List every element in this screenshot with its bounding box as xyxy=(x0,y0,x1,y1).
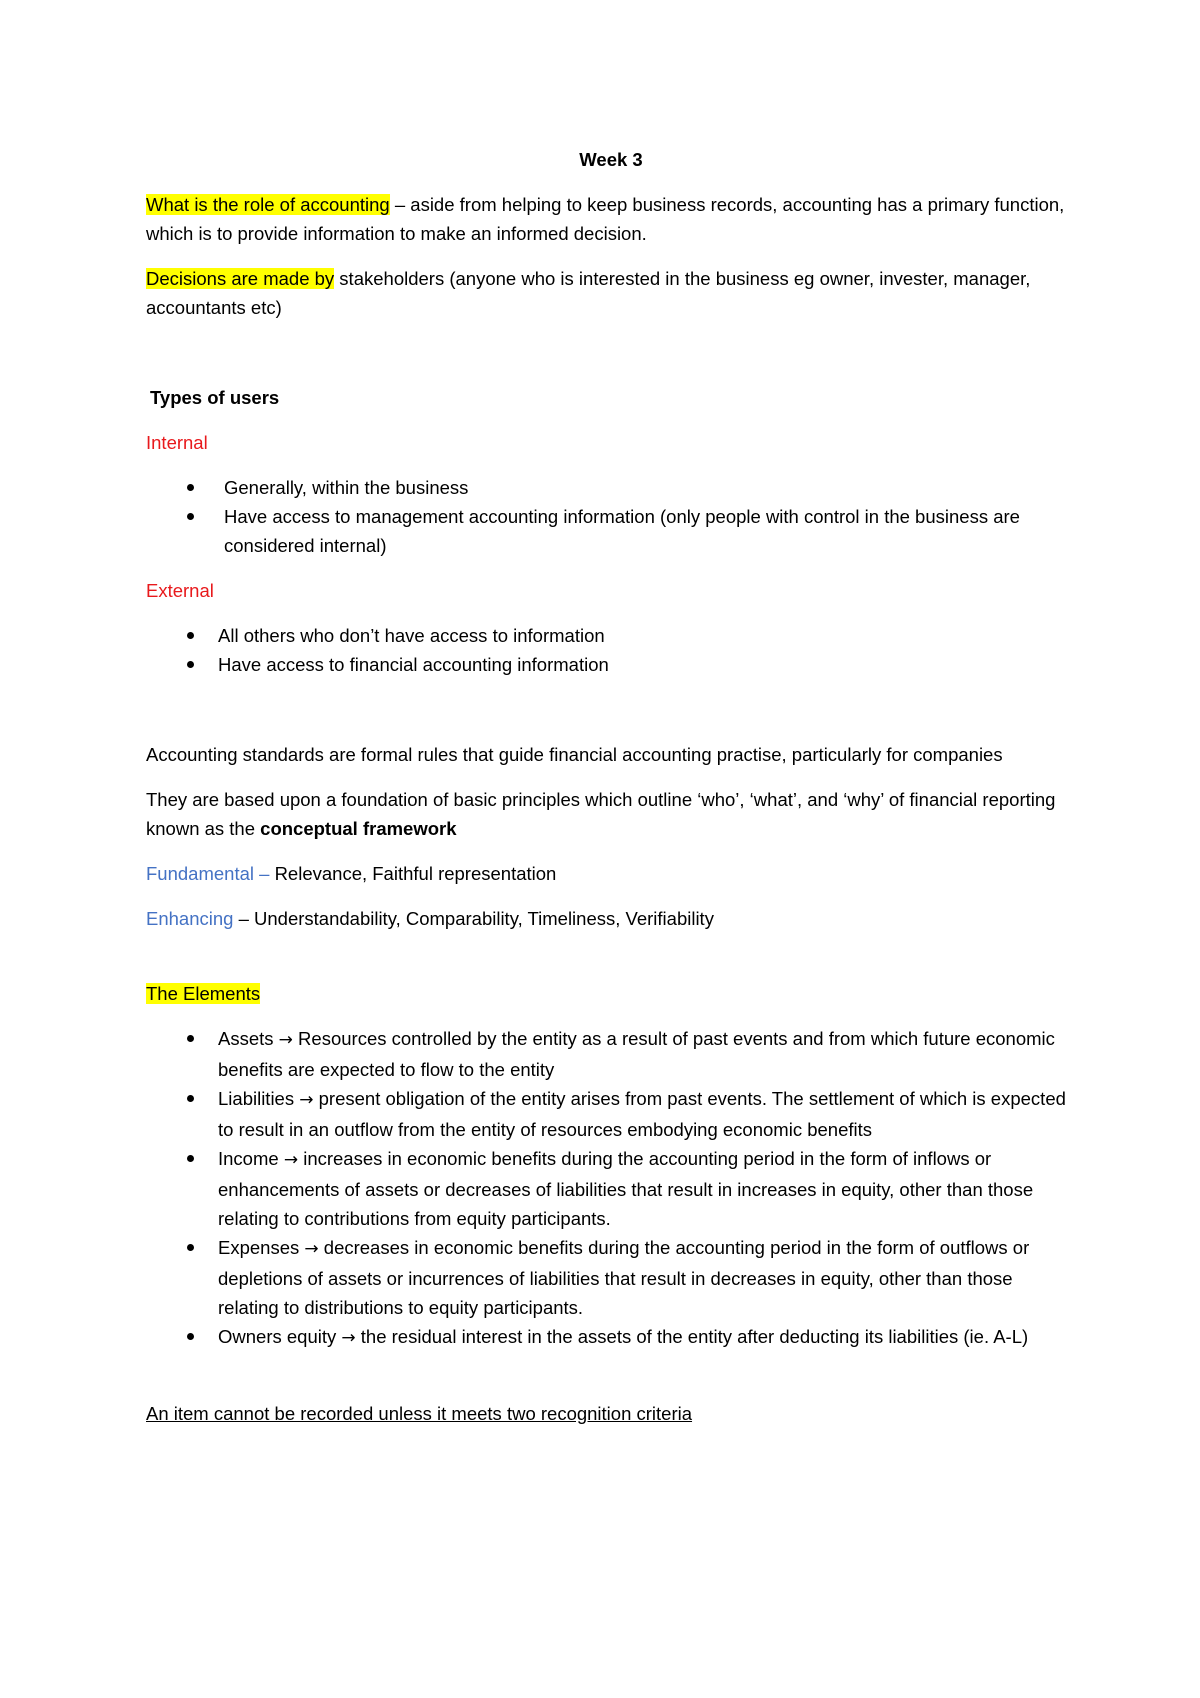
arrow-right-icon: → xyxy=(278,1030,293,1050)
element-text: present obligation of the entity arises from past events. The settlement of which is expected to result in an outflow from the entity of resources embodying economic benefits xyxy=(218,1088,1066,1140)
role-paragraph xyxy=(146,190,1076,248)
element-term: Liabilities xyxy=(218,1088,300,1109)
users-heading: Types of users xyxy=(150,387,280,408)
page-title: Week 3 xyxy=(579,149,643,170)
element-term: Expenses xyxy=(218,1237,305,1258)
element-term: Income xyxy=(218,1148,284,1169)
decisions-paragraph xyxy=(146,264,1076,322)
external-list xyxy=(146,621,1076,679)
recognition-heading: An item cannot be recorded unless it meets two recognition criteria xyxy=(146,1403,693,1424)
elements-heading: The Elements xyxy=(146,983,261,1004)
fundamental-text: Relevance, Faithful representation xyxy=(274,863,557,884)
list-item xyxy=(146,1144,1076,1233)
element-text: increases in economic benefits during the accounting period in the form of inflows or enhancements of assets or decreases of liabilities that result in increases in equity, other than those relating to contributions from equity participants. xyxy=(218,1148,1034,1229)
framework-paragraph xyxy=(146,785,1076,843)
list-item: Have access to financial accounting information xyxy=(146,650,1076,679)
decisions-text: stakeholders (anyone who is interested in the business eg owner, invester, manager, accountants etc) xyxy=(146,268,1031,318)
fundamental-label: Fundamental – xyxy=(146,863,275,884)
element-term: Assets xyxy=(218,1028,279,1049)
framework-term: conceptual framework xyxy=(260,818,457,839)
list-item xyxy=(146,1084,1076,1144)
arrow-right-icon: → xyxy=(304,1239,319,1259)
elements-list xyxy=(146,1024,1076,1353)
list-item: All others who don’t have access to information xyxy=(146,621,1076,650)
element-term: Owners equity xyxy=(218,1326,342,1347)
list-item: Generally, within the business xyxy=(146,473,1076,502)
internal-list xyxy=(146,473,1076,560)
role-text: – aside from helping to keep business records, accounting has a primary function, which is to provide information to make an informed decision. xyxy=(146,194,1065,244)
arrow-right-icon: → xyxy=(283,1150,299,1170)
arrow-right-icon: → xyxy=(341,1328,356,1348)
fundamental-paragraph xyxy=(146,859,1076,888)
decisions-label: Decisions are made by xyxy=(146,268,335,289)
enhancing-paragraph xyxy=(146,904,1076,933)
role-label: What is the role of accounting xyxy=(146,194,390,215)
enhancing-label: Enhancing xyxy=(146,908,234,929)
element-text: the residual interest in the assets of the entity after deducting its liabilities (ie. A-L) xyxy=(355,1326,1029,1347)
element-text: decreases in economic benefits during the accounting period in the form of outflows or depletions of assets or incurrences of liabilities that result in decreases in equity, other than those relating to distributions to equity participants. xyxy=(218,1237,1030,1318)
element-text: Resources controlled by the entity as a result of past events and from which future economic benefits are expected to flow to the entity xyxy=(218,1028,1055,1080)
framework-text: They are based upon a foundation of basic principles which outline ‘who’, ‘what’, and ‘why’ of financial reporting known as the xyxy=(146,789,1056,839)
list-item xyxy=(146,1322,1076,1353)
elements-heading-row xyxy=(146,979,1076,1008)
list-item xyxy=(146,1233,1076,1322)
list-item xyxy=(146,1024,1076,1084)
document-page xyxy=(146,145,1076,1444)
arrow-right-icon: → xyxy=(299,1090,314,1110)
standards-paragraph: Accounting standards are formal rules that guide financial accounting practise, particularly for companies xyxy=(146,744,1003,765)
internal-label: Internal xyxy=(146,432,208,453)
list-item: Have access to management accounting information (only people with control in the business are considered internal) xyxy=(146,502,1076,560)
enhancing-text: – Understandability, Comparability, Timeliness, Verifiability xyxy=(233,908,714,929)
external-label: External xyxy=(146,580,214,601)
